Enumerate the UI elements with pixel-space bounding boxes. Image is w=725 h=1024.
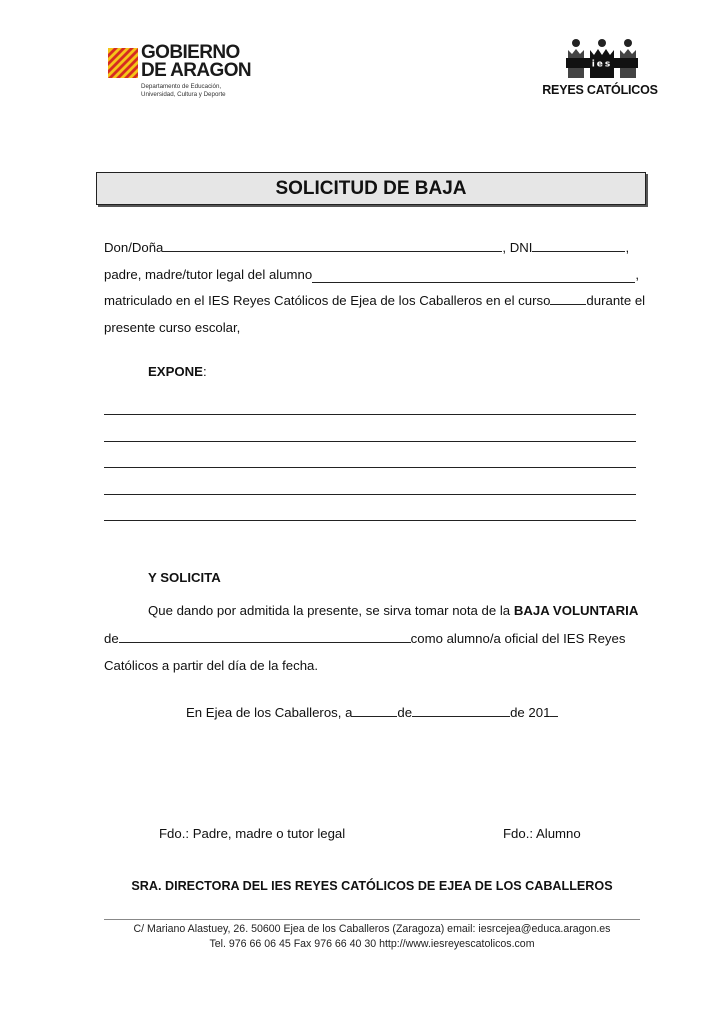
de-end: como alumno/a oficial del IES Reyes — [410, 631, 626, 646]
form-line-school-year — [104, 319, 639, 336]
addressee: SRA. DIRECTORA DEL IES REYES CATÓLICOS DE EJEA DE LOS CABALLEROS — [131, 879, 613, 893]
alumno-name-field[interactable] — [119, 630, 411, 643]
sign-parent: Fdo.: Padre, madre o tutor legal — [159, 826, 346, 841]
document-title: SOLICITUD DE BAJA — [96, 172, 646, 205]
solicita-heading: Y SOLICITA — [148, 570, 221, 585]
course-field[interactable] — [550, 292, 586, 305]
footer-divider — [104, 919, 640, 920]
month-field[interactable] — [412, 704, 510, 717]
dni-field[interactable] — [532, 239, 625, 252]
expone-line-5[interactable] — [104, 520, 636, 521]
place-prefix: En Ejea de los Caballeros, a — [186, 705, 353, 720]
de-label: de — [104, 631, 119, 646]
expone-line-4[interactable] — [104, 494, 636, 495]
crowns-icon — [566, 38, 638, 80]
expone-line-3[interactable] — [104, 467, 636, 468]
expone-line-1[interactable] — [104, 414, 636, 415]
baja-voluntaria: BAJA VOLUNTARIA — [513, 603, 639, 618]
gobierno-department — [141, 83, 261, 99]
solicita-text: Que dando por admitida la presente, se sirva tomar nota de la — [148, 603, 511, 618]
form-line-enrolled — [104, 292, 646, 309]
solicita-line-3: Católicos a partir del día de la fecha. — [104, 658, 319, 673]
place-date-line — [186, 704, 721, 721]
guardian-line-end: , — [635, 267, 639, 282]
expone-colon: : — [202, 364, 207, 379]
expone-label: EXPONE — [148, 364, 203, 379]
place-de1: de — [397, 705, 413, 720]
enrolled-text: matriculado en el IES Reyes Católicos de Ejea de los Caballeros en el curso — [104, 293, 551, 308]
footer-contact: Tel. 976 66 06 45 Fax 976 66 40 30 http://www.iesreyescatolicos.com — [209, 938, 535, 950]
aragon-flag-icon — [108, 48, 138, 78]
name-label: Don/Doña — [104, 240, 164, 255]
ies-name: REYES CATÓLICOS — [542, 83, 658, 97]
sign-student: Fdo.: Alumno — [503, 826, 581, 841]
year-field[interactable] — [550, 704, 558, 717]
place-de2: de 201 — [510, 705, 551, 720]
form-line-guardian — [104, 266, 639, 283]
school-year-text: presente curso escolar, — [104, 320, 241, 335]
footer-address: C/ Mariano Alastuey, 26. 50600 Ejea de los Caballeros (Zaragoza) email: iesrcejea@educa.aragon.es — [133, 923, 611, 935]
student-name-field[interactable] — [312, 270, 635, 283]
expone-heading — [148, 363, 683, 380]
expone-line-2[interactable] — [104, 441, 636, 442]
ies-crown-text: ies — [591, 59, 613, 70]
gobierno-dept-line2: Universidad, Cultura y Deporte — [141, 91, 226, 98]
gobierno-aragon-logo — [108, 44, 258, 100]
gobierno-name-line2: DE ARAGON — [141, 60, 252, 81]
form-line-name — [104, 239, 639, 256]
gobierno-name-line1: GOBIERNO — [141, 42, 240, 63]
solicita-line-1 — [148, 602, 639, 619]
name-line-end: , — [625, 240, 630, 255]
enrolled-end: durante el — [586, 293, 646, 308]
solicita-line-2 — [104, 630, 639, 647]
dni-label: , DNI — [502, 240, 533, 255]
guardian-label: padre, madre/tutor legal del alumno — [104, 267, 313, 282]
ies-reyes-catolicos-logo — [540, 38, 665, 100]
gobierno-aragon-name — [141, 44, 251, 80]
day-field[interactable] — [352, 704, 397, 717]
name-field[interactable] — [163, 239, 502, 252]
gobierno-dept-line1: Departamento de Educación, — [141, 83, 222, 90]
